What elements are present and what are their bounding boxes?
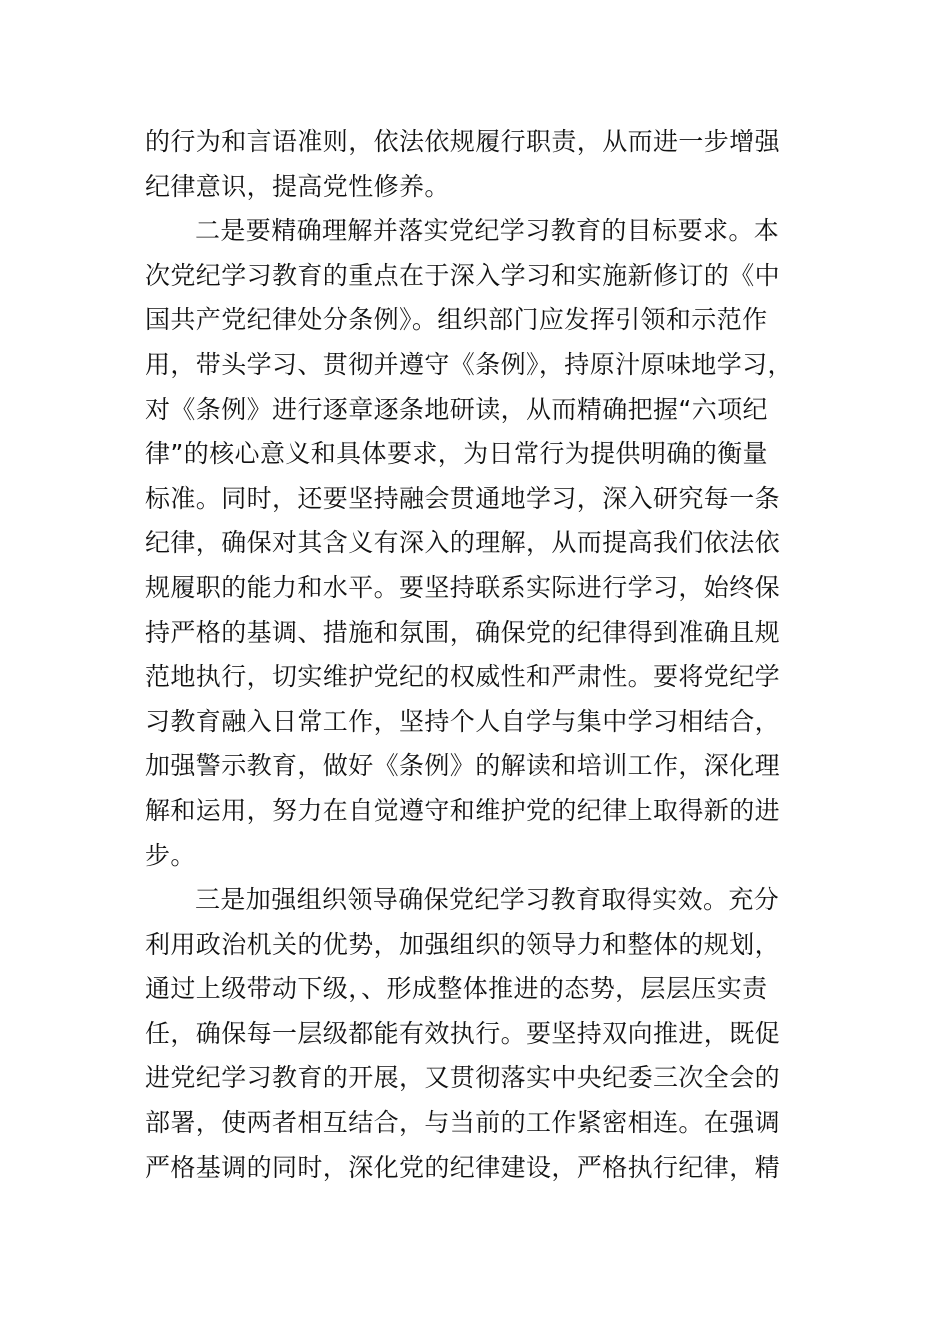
text-line: 解和运用，努力在自觉遵守和维护党的纪律上取得新的进 xyxy=(145,795,781,825)
paragraph-1 xyxy=(145,120,811,209)
text-line: 标准。同时，还要坚持融会贯通地学习，深入研究每一条 xyxy=(145,483,781,513)
text-line: 习教育融入日常工作，坚持个人自学与集中学习相结合， xyxy=(145,706,781,736)
text-line: 次党纪学习教育的重点在于深入学习和实施新修订的《中 xyxy=(145,260,781,290)
text-line: 二是要精确理解并落实党纪学习教育的目标要求。本 xyxy=(195,216,780,246)
text-line: 国共产党纪律处分条例》。组织部门应发挥引领和示范作 xyxy=(145,305,768,335)
text-line: 利用政治机关的优势，加强组织的领导力和整体的规划， xyxy=(145,929,781,959)
text-line: 律”的核心意义和具体要求，为日常行为提供明确的衡量 xyxy=(145,439,768,469)
text-line: 纪律意识，提高党性修养。 xyxy=(145,171,450,201)
text-line: 用，带头学习、贯彻并遵守《条例》，持原汁原味地学习， xyxy=(145,349,793,379)
text-line: 规履职的能力和水平。要坚持联系实际进行学习，始终保 xyxy=(145,572,781,602)
text-line: 部署，使两者相互结合，与当前的工作紧密相连。在强调 xyxy=(145,1108,781,1138)
text-line: 加强警示教育，做好《条例》的解读和培训工作，深化理 xyxy=(145,751,781,781)
text-line: 纪律，确保对其含义有深入的理解，从而提高我们依法依 xyxy=(145,528,781,558)
paragraph-3 xyxy=(145,878,811,1190)
text-line: 严格基调的同时，深化党的纪律建设，严格执行纪律，精 xyxy=(145,1152,781,1182)
text-line: 三是加强组织领导确保党纪学习教育取得实效。充分 xyxy=(195,885,780,915)
paragraph-2 xyxy=(145,209,811,878)
text-line: 进党纪学习教育的开展，又贯彻落实中央纪委三次全会的 xyxy=(145,1063,781,1093)
text-line: 步。 xyxy=(145,840,196,870)
text-line: 任，确保每一层级都能有效执行。要坚持双向推进，既促 xyxy=(145,1018,781,1048)
document-body xyxy=(145,120,811,1190)
text-line: 的行为和言语准则，依法依规履行职责，从而进一步增强 xyxy=(145,127,781,156)
text-line: 对《条例》进行逐章逐条地研读，从而精确把握“六项纪 xyxy=(145,394,768,424)
text-line: 范地执行，切实维护党纪的权威性和严肃性。要将党纪学 xyxy=(145,662,781,692)
text-line: 通过上级带动下级，、形成整体推进的态势，层层压实责 xyxy=(145,974,768,1004)
text-line: 持严格的基调、措施和氛围，确保党的纪律得到准确且规 xyxy=(145,617,781,647)
